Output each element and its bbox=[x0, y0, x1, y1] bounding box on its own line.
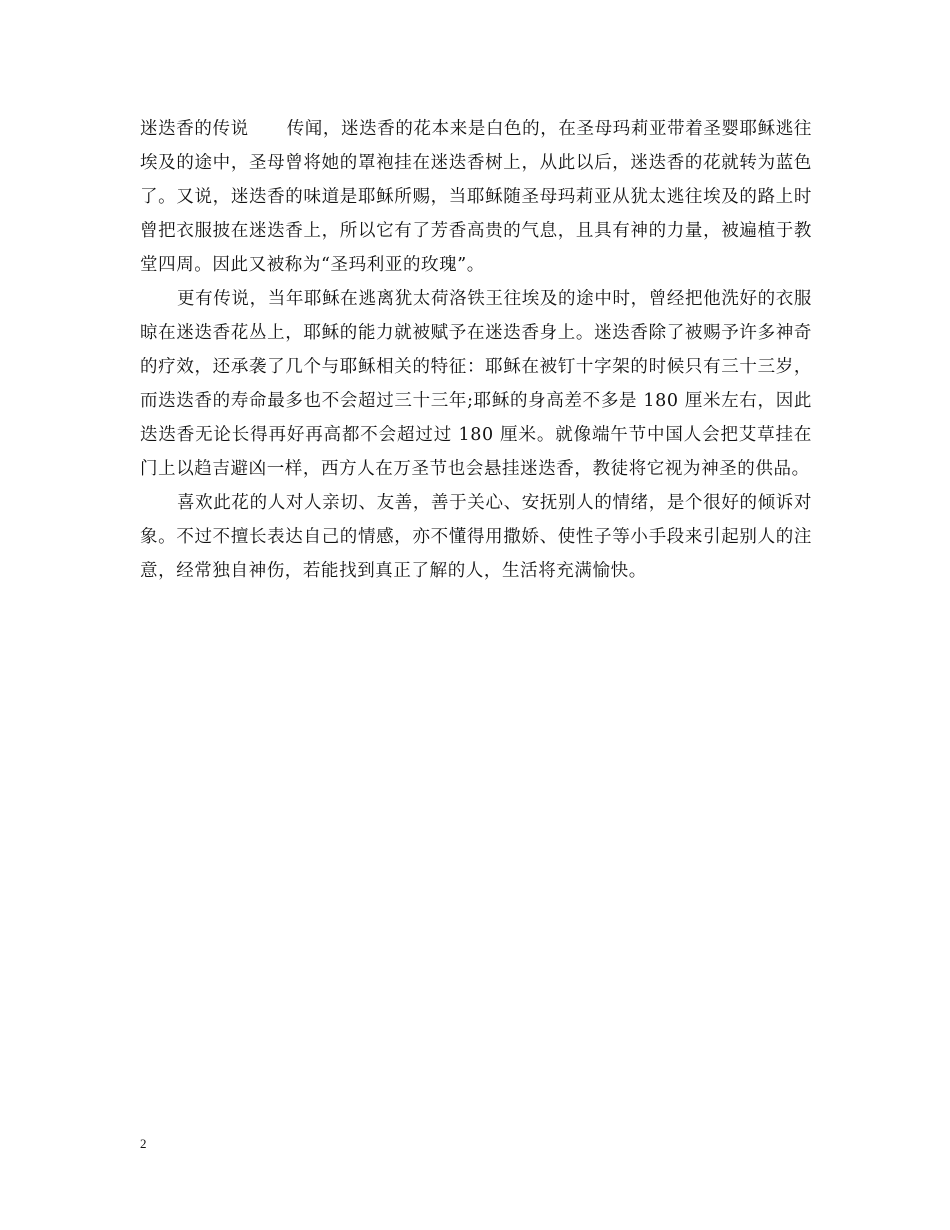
document-title: 迷迭香的传说 bbox=[140, 119, 249, 139]
paragraph-2: 更有传说，当年耶稣在逃离犹太荷洛铁王往埃及的途中时，曾经把他洗好的衣服晾在迷迭香花丛上，耶稣的能力就被赋予在迷迭香身上。迷迭香除了被赐予许多神奇的疗效，还承袭了几个与耶稣相关的特征：耶稣在被钉十字架的时候只有三十三岁，而迭迭香的寿命最多也不会超过三十三年;耶稣的身高差不多是 180 厘米左右，因此迭迭香无论长得再好再高都不会超过过 180 厘米。就像端午节中国人会把艾草挂在门上以趋吉避凶一样，西方人在万圣节也会悬挂迷迭香，教徒将它视为神圣的供品。 bbox=[140, 289, 812, 479]
document-body bbox=[140, 112, 812, 588]
page-number: 2 bbox=[140, 1136, 147, 1151]
paragraph-1 bbox=[140, 112, 812, 282]
paragraph-1-text: 传闻，迷迭香的花本来是白色的，在圣母玛莉亚带着圣婴耶稣逃往埃及的途中，圣母曾将她的罩袍挂在迷迭香树上，从此以后，迷迭香的花就转为蓝色了。又说，迷迭香的味道是耶稣所赐，当耶稣随圣母玛莉亚从犹太逃往埃及的路上时曾把衣服披在迷迭香上，所以它有了芳香高贵的气息，且具有神的力量，被遍植于教堂四周。因此又被称为“圣玛利亚的玫瑰”。 bbox=[140, 119, 812, 275]
paragraph-3: 喜欢此花的人对人亲切、友善，善于关心、安抚别人的情绪，是个很好的倾诉对象。不过不擅长表达自己的情感，亦不懂得用撒娇、使性子等小手段来引起别人的注意，经常独自神伤，若能找到真正了解的人，生活将充满愉快。 bbox=[140, 493, 812, 581]
